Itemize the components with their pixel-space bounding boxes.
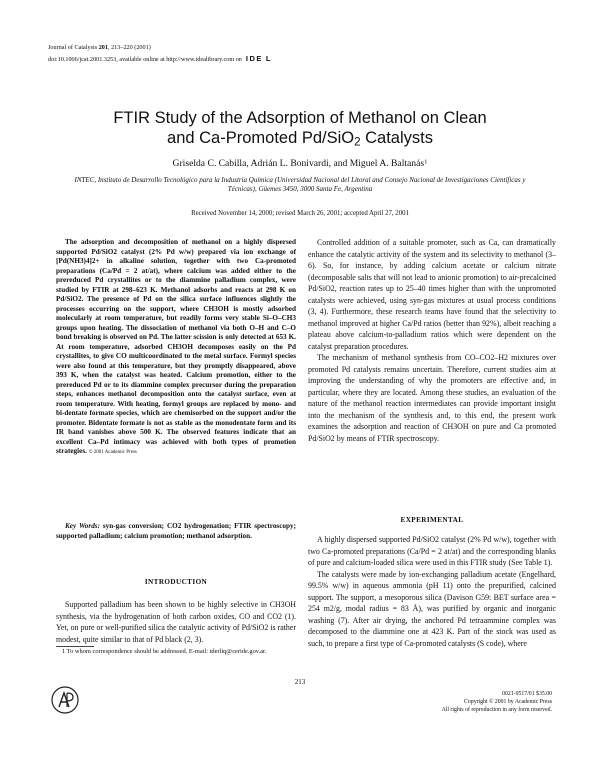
section-heading-experimental: EXPERIMENTAL bbox=[400, 516, 464, 524]
paragraph: Controlled addition of a suitable promoter, such as Ca, can dramatically enhance the catalytic activity of the system and its selectivity to methanol (3–6). So, for instance, by adding calcium acetate or calcium nitrate (decomposable salts that will not lead to anionic promotion) to air-precalcined Pd/SiO2, reaction rates up to 25–40 times higher than with the unpromoted catalysts were achieved, using syn-gas mixtures at usual process conditions (3, 4). Furthermore, these research teams have found that the selectivity to methanol improved at higher Ca/Pd ratios (better than 92%), albeit reaching a plateau above calcium-to-palladium ratios which were dependent on the catalyst preparation procedures. bbox=[308, 238, 556, 351]
received-dates: Received November 14, 2000; revised March 26, 2001; accepted April 27, 2001 bbox=[191, 210, 409, 217]
authors: Griselda C. Cabilla, Adrián L. Bonivardi, and Miguel A. Baltanás$^1$ bbox=[172, 158, 428, 169]
paper-title: FTIR Study of the Adsorption of Methanol on Clean and Ca-Promoted Pd/SiO$_2$ Catalysts bbox=[113, 109, 487, 149]
paragraph: The catalysts were made by ion-exchanging palladium acetate (Engelhard, 99.5% w/w) in aqueous ammonia (pH 11) onto the prepurified, calcined support. The support, a mesoporous silica (Davison G59: BET surface area = 254 m2/g, modal radius = 83 Å), was purified by organic and inorganic washing (7). After air drying, the anchored Pd tetraammine complex was decomposed to the diammine one at 423 K. Part of the stock was used as such, to prepare a first type of Ca-promoted catalysts (S code), where bbox=[308, 569, 556, 648]
affiliation: INTEC, Instituto de Desarrollo Tecnológico para la Industria Química (Universidad Nacional del Litoral and Consejo Nacional de Investigaciones Científicas y Técnicas), Güemes 3450, 3000 Santa Fe, Argentina bbox=[74, 176, 526, 193]
experimental-text bbox=[308, 534, 556, 649]
paragraph: A highly dispersed supported Pd/SiO2 catalyst (2% Pd w/w), together with two Ca-promoted preparations (Ca/Pd = 2 at/at) and the corresponding blanks of pure and calcium-loaded silica were used in this FTIR study (See Table 1). bbox=[308, 535, 556, 567]
copyright-block: 0021-9517/01 $35.00 Copyright © 2001 by Academic Press All rights of reproduction in any form reserved. bbox=[441, 691, 552, 713]
academic-press-logo-icon bbox=[51, 686, 79, 714]
intro-paragraph: Supported palladium has been shown to be highly selective in CH3OH synthesis, via the hydrogenation of both carbon oxides, CO and CO2 (1). Yet, on pure or well-purified silica the catalytic activity of Pd/SiO2 is rather modest, quite similar to that of Pd black (2, 3). bbox=[56, 600, 296, 644]
footnote: 1 To whom correspondence should be addressed. E-mail: tderliq@ceride.gov.ar. bbox=[62, 648, 267, 655]
right-column-intro bbox=[308, 237, 556, 444]
section-heading-introduction: INTRODUCTION bbox=[144, 578, 208, 586]
abstract: The adsorption and decomposition of methanol on a highly dispersed supported Pd/SiO2 catalyst (2% Pd w/w) prepared via ion exchange of [Pd(NH3)4]2+ in alkaline solution, together with two Ca-promoted preparations (Ca/Pd = 2 at/at), where calcium was added either to the prereduced Pd crystallites or to the diammine palladium complex, were studied by FTIR at 298–623 K. Methanol adsorbs and reacts at 298 K on Pd/SiO2. The presence of Pd on the silica surface influences slightly the processes occurring on the support, where CH3OH is mostly adsorbed molecularly at room temperature, but readily forms very stable Si–O–CH3 groups upon heating. The dissociation of methanol via both O–H and C–O bond breaking is observed on Pd. The latter scission is only detected at 653 K. At room temperature, adsorbed CH3OH decomposes easily on the Pd crystallites, to give CO multicoordinated to the metal surface. Formyl species were also found at this temperature, but they promptly disappeared, above 393 K, when the catalyst was heated. Calcium promotion, either to the prereduced Pd or to its diammine complex precursor during the preparation steps, enhances methanol decomposition onto the catalyst surface, even at room temperature. With heating, formyl groups are replaced by mono- and bi-dentate formate species, which are chemisorbed on the support and/or the promoter. Bidentate formate is not as stable as the monodentate form and its IR band vanishes above 500 K. The observed features indicate that an excellent Ca–Pd intimacy was achieved with both types of promotion strategies. © 2001 Academic Press bbox=[56, 238, 296, 455]
footnote-rule bbox=[56, 646, 94, 647]
paragraph: The mechanism of methanol synthesis from CO–CO2–H2 mixtures over promoted Pd catalysts remains uncertain. Therefore, current studies aim at improving the understanding of why the promoters are effective and, in particular, where they are located. Among these studies, an evaluation of the nature of the methanol reaction intermediates can provide important insight into the mechanism of the synthesis and, to this end, the present work examines the adsorption and reaction of CH3OH on pure and Ca promoted Pd/SiO2 by means of FTIR spectroscopy. bbox=[308, 353, 556, 443]
doi-line: doi:10.1006/jcat.2001.3253, available online at http://www.idealibrary.com on IDE L bbox=[48, 54, 272, 63]
ideal-logo: IDE L bbox=[245, 54, 272, 63]
journal-citation: Journal of Catalysis 201, 213–220 (2001) bbox=[48, 44, 151, 51]
journal-volume: 201 bbox=[98, 44, 108, 51]
keywords: Key Words: syn-gas conversion; CO2 hydrogenation; FTIR spectroscopy; supported palladium; calcium promotion; methanol adsorption. bbox=[56, 522, 296, 540]
page-number: 213 bbox=[294, 678, 306, 686]
